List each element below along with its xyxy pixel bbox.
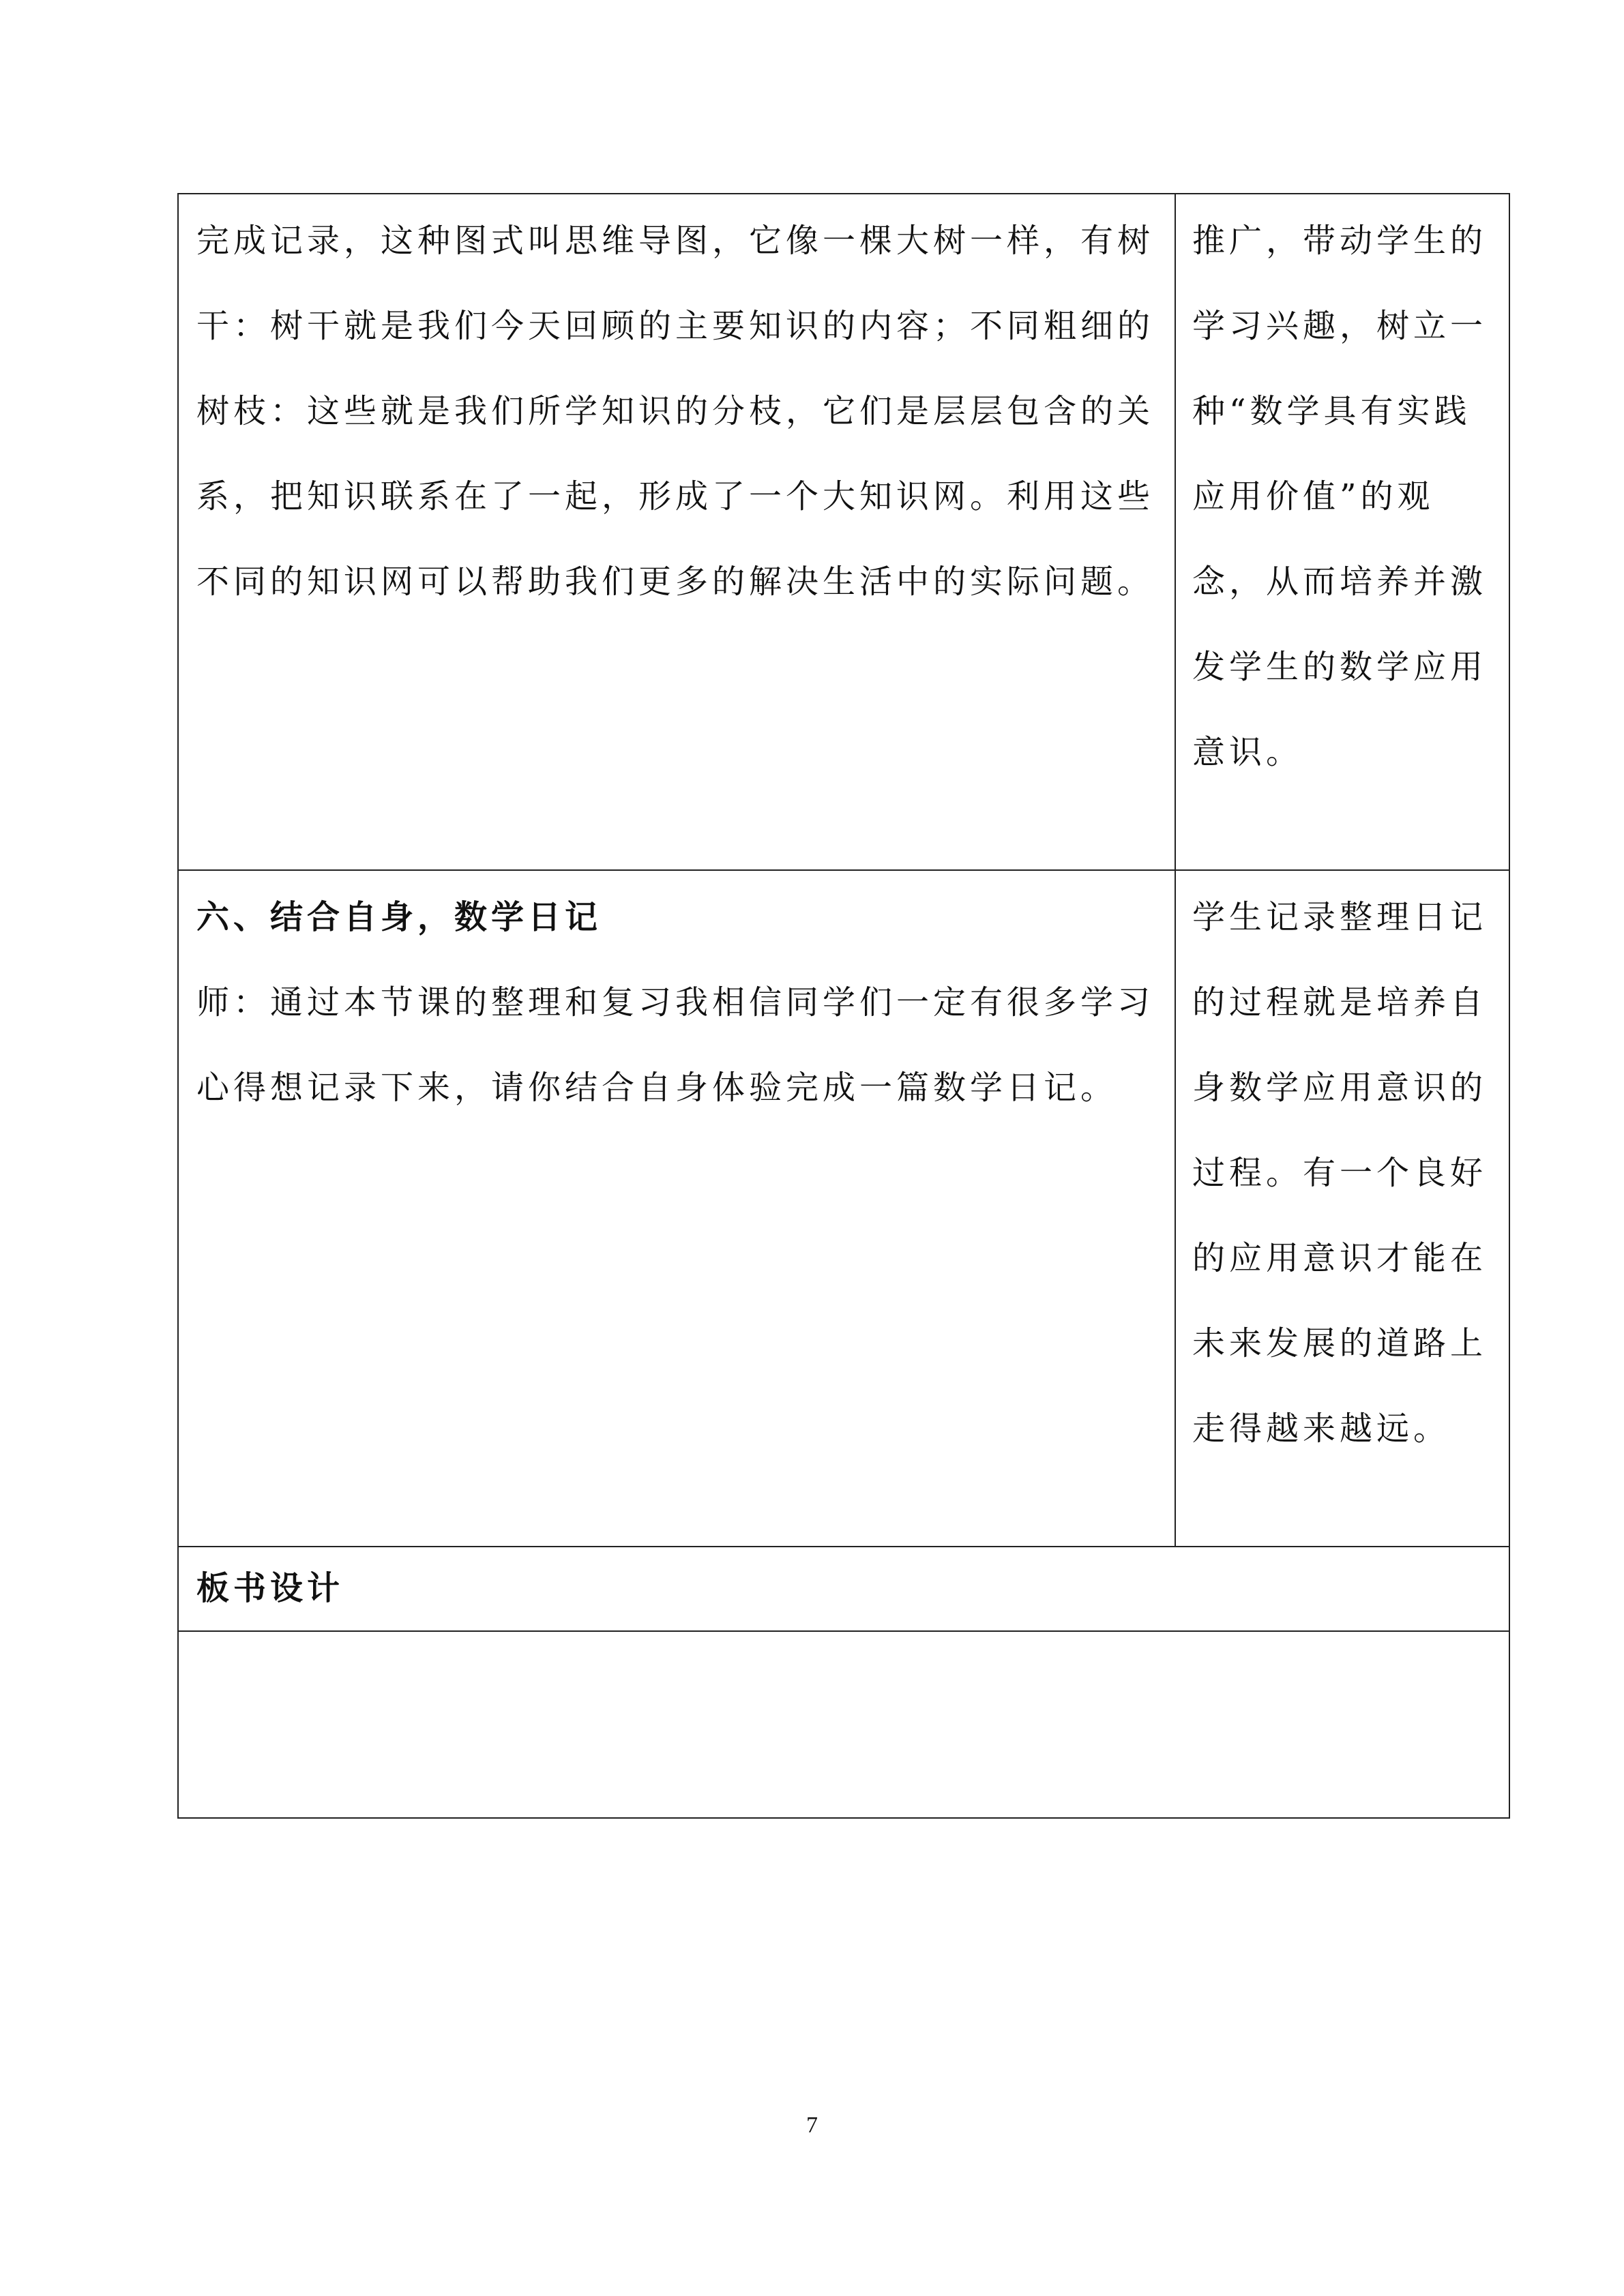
- table-row-section-5: [178, 194, 1509, 870]
- section-5-body: 完成记录，这种图式叫思维导图，它像一棵大树一样，有树干：树干就是我们今天回顾的主要知识的内容；不同粗细的树枝：这些就是我们所学知识的分枝，它们是层层包含的关系，把知识联系在了一起，形成了一个大知识网。利用这些不同的知识网可以帮助我们更多的解决生活中的实际问题。: [196, 222, 1155, 601]
- section-5-note: 推广，带动学生的学习兴趣，树立一种“数学具有实践应用价值”的观念，从而培养并激发学生的数学应用意识。: [1192, 222, 1488, 771]
- page-number: 7: [806, 2113, 818, 2138]
- board-design-content-cell: [178, 1631, 1509, 1818]
- table-row-section-6: [178, 870, 1509, 1547]
- section-6-note: 学生记录整理日记的过程就是培养自身数学应用意识的过程。有一个良好的应用意识才能在未来发展的道路上走得越来越远。: [1192, 898, 1488, 1448]
- section-5-content-cell: [178, 194, 1175, 870]
- section-6-body: 师：通过本节课的整理和复习我相信同学们一定有很多学习心得想记录下来，请你结合自身体验完成一篇数学日记。: [196, 983, 1155, 1107]
- section-6-content-cell: [178, 870, 1175, 1547]
- section-6-note-cell: [1175, 870, 1509, 1547]
- section-5-note-cell: [1175, 194, 1509, 870]
- section-6-heading: 六、结合自身，数学日记: [196, 898, 602, 936]
- board-design-label-cell: [178, 1547, 1509, 1631]
- table-row-board-design-content: [178, 1631, 1509, 1818]
- lesson-plan-table: [177, 193, 1510, 1819]
- board-design-label: 板书设计: [196, 1569, 344, 1607]
- table-row-board-design-label: [178, 1547, 1509, 1631]
